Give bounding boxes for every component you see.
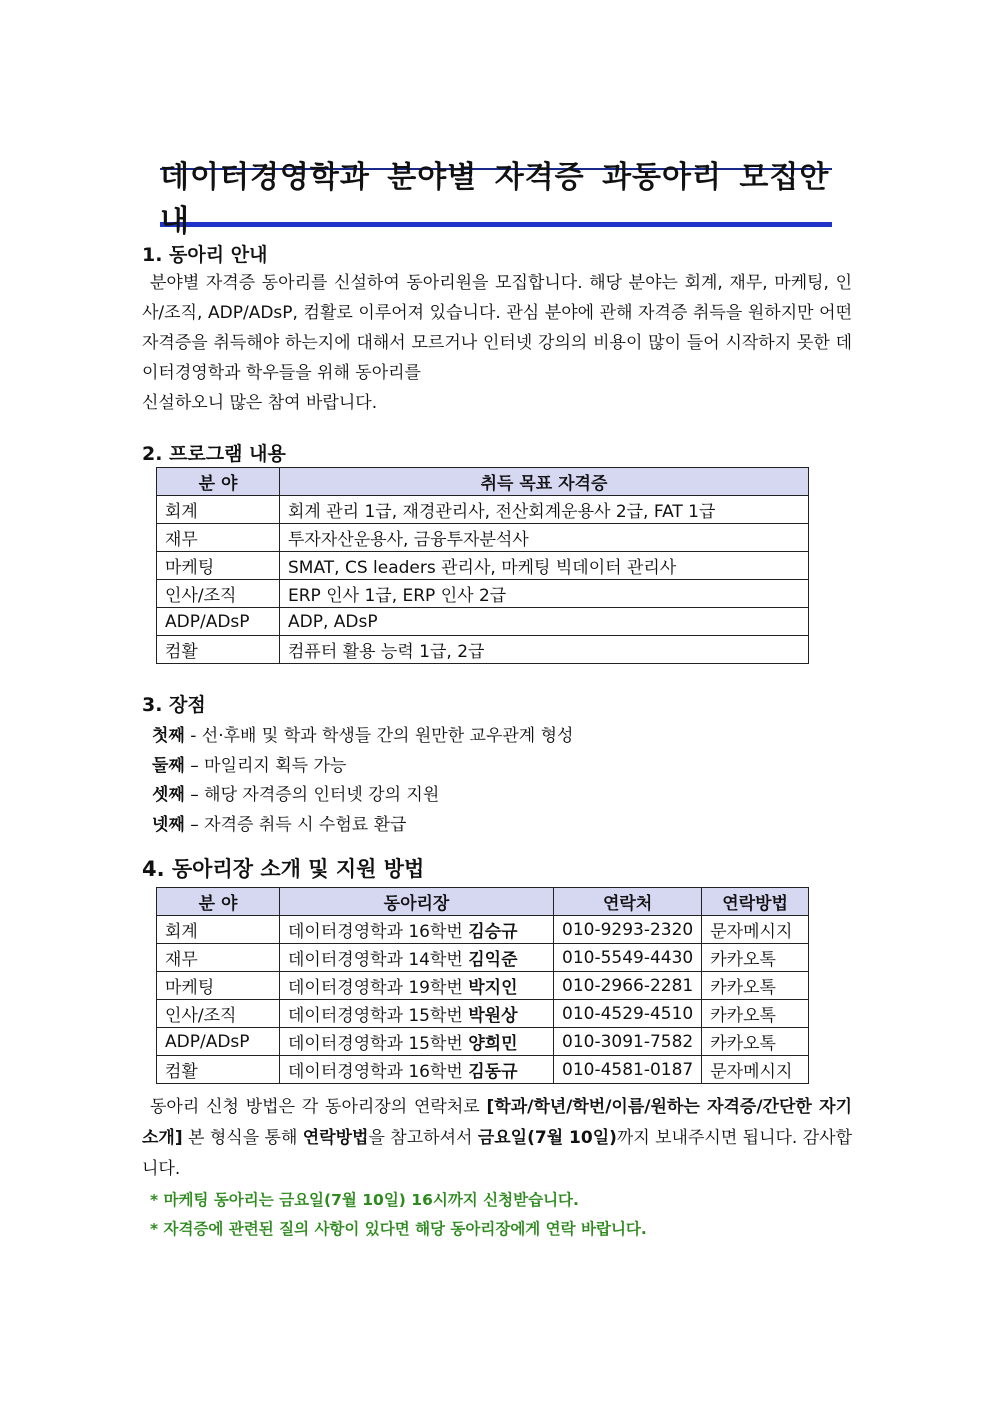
leader-cell — [280, 1056, 554, 1084]
leader-cell — [280, 972, 554, 1000]
program-table — [156, 467, 809, 664]
table-cell: 회계 관리 1급, 재경관리사, 전산회계운용사 2급, FAT 1급 — [280, 496, 809, 524]
leader-cell — [280, 916, 554, 944]
section1-body-last: 신설하오니 많은 참여 바랍니다. — [142, 393, 378, 413]
leaders-table — [156, 887, 809, 1084]
table-row — [157, 1000, 809, 1028]
table-row — [157, 1028, 809, 1056]
notice-note: * 자격증에 관련된 질의 사항이 있다면 해당 동아리장에게 연락 바랍니다. — [150, 1220, 647, 1238]
table-header: 분 야 — [157, 468, 280, 496]
table-cell: 컴활 — [157, 1056, 280, 1084]
method-cell: 카카오톡 — [702, 1000, 809, 1028]
table-cell: 재무 — [157, 524, 280, 552]
advantage-item — [152, 751, 346, 776]
apply-deadline: 금요일(7월 10일) — [477, 1128, 617, 1148]
table-cell: ADP/ADsP — [157, 608, 280, 636]
table-cell: SMAT, CS leaders 관리사, 마케팅 빅데이터 관리사 — [280, 552, 809, 580]
leader-cell — [280, 944, 554, 972]
table-cell: 투자자산운용사, 금융투자분석사 — [280, 524, 809, 552]
advantage-label: 첫째 — [152, 726, 185, 746]
table-row — [157, 496, 809, 524]
table-header: 동아리장 — [280, 888, 554, 916]
advantage-item — [152, 810, 406, 835]
table-cell: 마케팅 — [157, 552, 280, 580]
leader-name: 김동규 — [468, 1062, 518, 1082]
section1-body: 분야별 자격증 동아리를 신설하여 동아리원을 모집합니다. 해당 분야는 회계, 재무, 마케팅, 인사/조직, ADP/ADsP, 컴활로 이루어져 있습니다. 관심 분야에 관해 자격증 취득을 원하지만 어떤 자격증을 취득해야 하는지에 대해서 모르거나 인터넷 강의의 비용이 많이 들어 시작하지 못한 데이터경영학과 학우들을 위해 동아리를 — [142, 273, 852, 383]
leader-dept: 데이터경영학과 15학번 — [288, 1006, 469, 1026]
phone-cell: 010-3091-7582 — [554, 1028, 702, 1056]
advantage-item — [152, 780, 439, 805]
advantage-label: 셋째 — [152, 785, 185, 805]
table-row — [157, 944, 809, 972]
leader-dept: 데이터경영학과 16학번 — [288, 1062, 469, 1082]
table-row — [157, 636, 809, 664]
method-cell: 문자메시지 — [702, 1056, 809, 1084]
title-box — [160, 160, 832, 239]
apply-instructions — [142, 1092, 852, 1185]
advantage-label: 둘째 — [152, 756, 185, 776]
leader-cell — [280, 1028, 554, 1056]
page-title: 데이터경영학과 분야별 자격증 과동아리 모집안내 — [160, 160, 830, 239]
advantage-item — [152, 721, 573, 746]
advantage-text: - 선·후배 및 학과 학생들 간의 원만한 교우관계 형성 — [184, 726, 574, 746]
apply-text: 본 형식을 통해 — [182, 1128, 303, 1148]
phone-cell: 010-4529-4510 — [554, 1000, 702, 1028]
advantage-text: – 자격증 취득 시 수험료 환급 — [184, 815, 407, 835]
table-cell: 인사/조직 — [157, 580, 280, 608]
phone-cell: 010-4581-0187 — [554, 1056, 702, 1084]
section3-heading: 3. 장점 — [142, 694, 206, 716]
table-cell: 인사/조직 — [157, 1000, 280, 1028]
apply-format: [학과/학년/학번/이름/원하는 자격증/간단한 자기소개] — [142, 1097, 852, 1148]
table-row — [157, 580, 809, 608]
leader-dept: 데이터경영학과 16학번 — [288, 922, 469, 942]
table-cell: ADP/ADsP — [157, 1028, 280, 1056]
table-cell: 재무 — [157, 944, 280, 972]
table-header-row — [157, 468, 809, 496]
table-cell: 회계 — [157, 496, 280, 524]
apply-text: 까지 보내주시면 됩니다. 감사합니다. — [142, 1128, 852, 1179]
table-row — [157, 1056, 809, 1084]
table-row — [157, 916, 809, 944]
leader-name: 양희민 — [468, 1034, 518, 1054]
leader-dept: 데이터경영학과 15학번 — [288, 1034, 469, 1054]
table-cell: 컴활 — [157, 636, 280, 664]
leader-dept: 데이터경영학과 19학번 — [288, 978, 469, 998]
table-header-row — [157, 888, 809, 916]
table-header: 연락처 — [554, 888, 702, 916]
section4-heading: 4. 동아리장 소개 및 지원 방법 — [142, 857, 425, 881]
advantage-label: 넷째 — [152, 815, 185, 835]
leader-name: 김익준 — [468, 950, 518, 970]
section2-heading: 2. 프로그램 내용 — [142, 443, 286, 465]
phone-cell: 010-5549-4430 — [554, 944, 702, 972]
section1-heading: 1. 동아리 안내 — [142, 244, 268, 266]
advantage-text: – 해당 자격증의 인터넷 강의 지원 — [184, 785, 440, 805]
leader-dept: 데이터경영학과 14학번 — [288, 950, 469, 970]
leader-cell — [280, 1000, 554, 1028]
apply-text: 동아리 신청 방법은 각 동아리장의 연락처로 — [150, 1097, 487, 1117]
table-cell: ADP, ADsP — [280, 608, 809, 636]
table-header: 취득 목표 자격증 — [280, 468, 809, 496]
apply-text: 을 참고하셔서 — [368, 1128, 478, 1148]
leader-name: 김승규 — [468, 922, 518, 942]
leader-name: 박원상 — [468, 1006, 518, 1026]
phone-cell: 010-9293-2320 — [554, 916, 702, 944]
table-cell: 컴퓨터 활용 능력 1급, 2급 — [280, 636, 809, 664]
table-row — [157, 608, 809, 636]
method-cell: 카카오톡 — [702, 1028, 809, 1056]
table-cell: ERP 인사 1급, ERP 인사 2급 — [280, 580, 809, 608]
method-cell: 카카오톡 — [702, 972, 809, 1000]
table-header: 연락방법 — [702, 888, 809, 916]
notice-note: * 마케팅 동아리는 금요일(7월 10일) 16시까지 신청받습니다. — [150, 1191, 579, 1209]
table-row — [157, 972, 809, 1000]
method-cell: 문자메시지 — [702, 916, 809, 944]
advantage-text: – 마일리지 획득 가능 — [184, 756, 347, 776]
apply-method: 연락방법 — [302, 1128, 369, 1148]
method-cell: 카카오톡 — [702, 944, 809, 972]
table-header: 분 야 — [157, 888, 280, 916]
leader-name: 박지인 — [468, 978, 518, 998]
table-row — [157, 524, 809, 552]
table-cell: 마케팅 — [157, 972, 280, 1000]
phone-cell: 010-2966-2281 — [554, 972, 702, 1000]
table-cell: 회계 — [157, 916, 280, 944]
table-row — [157, 552, 809, 580]
